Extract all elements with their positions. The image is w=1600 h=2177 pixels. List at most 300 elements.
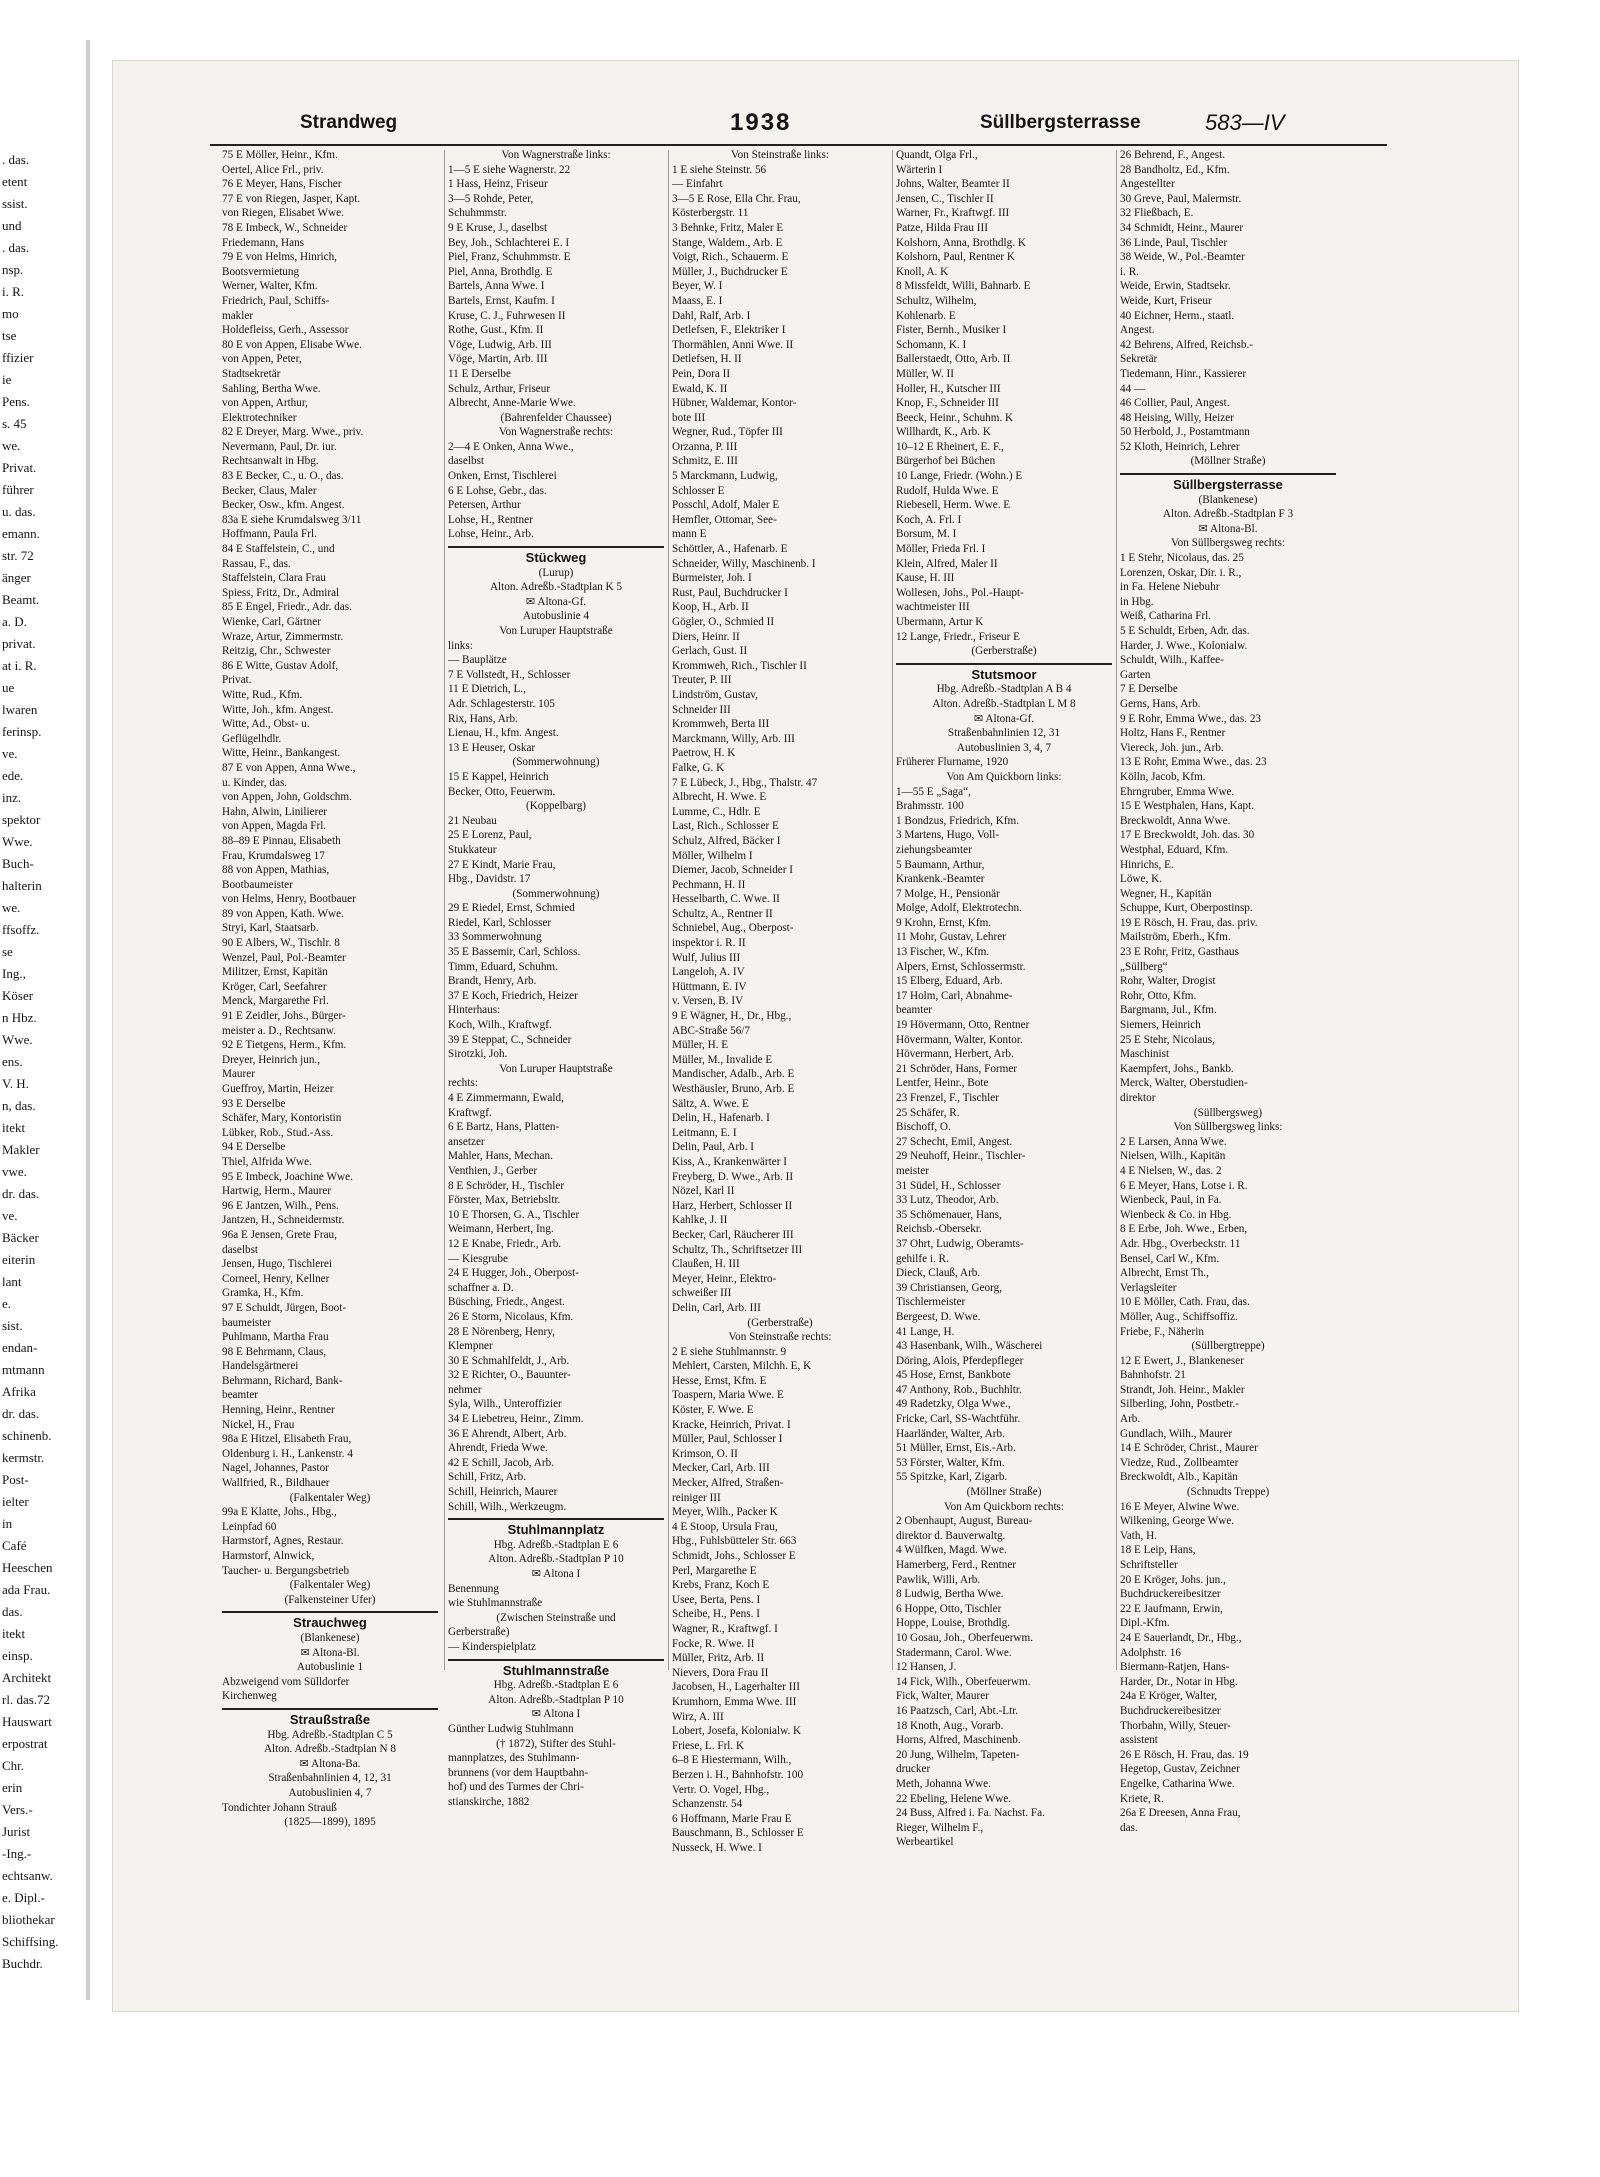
directory-entry: u. Kinder, das. — [222, 776, 288, 789]
directory-entry: Holler, H., Kutscher III — [896, 382, 1001, 395]
directory-entry: (Schnudts Treppe) — [1186, 1486, 1270, 1499]
left-fragment: Café — [2, 1538, 27, 1553]
left-fragment: lant — [2, 1274, 22, 1289]
directory-entry: Hinrichs, E. — [1120, 858, 1174, 871]
left-fragment: at i. R. — [2, 658, 37, 673]
directory-entry: ansetzer — [448, 1135, 485, 1148]
header-left-street: Strandweg — [300, 112, 398, 133]
left-fragment: Buch- — [2, 856, 34, 871]
left-fragment: Beamt. — [2, 592, 40, 607]
column-divider — [668, 150, 669, 1670]
directory-entry: (Süllbergsweg) — [1193, 1106, 1263, 1119]
left-fragment: eiterin — [2, 1252, 36, 1267]
directory-entry: 1 E Stehr, Nicolaus, das. 25 — [1120, 552, 1244, 565]
directory-entry: Leitmann, E. I — [672, 1126, 737, 1139]
directory-entry: Voigt, Rich., Schauerm. E — [672, 251, 789, 264]
left-fragment: ssist. — [2, 196, 28, 211]
directory-entry: Löwe, K. — [1120, 873, 1162, 886]
directory-entry: 26 E Storm, Nicolaus, Kfm. — [448, 1310, 574, 1323]
directory-entry: 42 Behrens, Alfred, Reichsb.- — [1120, 338, 1253, 351]
directory-entry: Beeck, Heinr., Schuhm. K — [896, 411, 1014, 424]
directory-entry: 5 Baumann, Arthur, — [896, 858, 985, 871]
directory-entry: Nagel, Johannes, Pastor — [222, 1462, 329, 1475]
street-heading: Stuhlmannplatz — [448, 1518, 664, 1538]
directory-entry: Kruse, C. J., Fuhrwesen II — [448, 309, 566, 322]
directory-entry: 14 E Schröder, Christ., Maurer — [1120, 1442, 1258, 1455]
directory-entry: in Hbg. — [1120, 595, 1154, 608]
directory-entry: 39 Christiansen, Georg, — [896, 1281, 1003, 1294]
directory-entry: 25 Schäfer, R. — [896, 1106, 960, 1119]
directory-entry: Schuldt, Wilh., Kaffee- — [1120, 654, 1224, 667]
directory-entry: Gerberstraße) — [448, 1626, 510, 1639]
directory-entry: 8 E Schröder, H., Tischler — [448, 1179, 565, 1192]
directory-entry: Hövermann, Herbert, Arb. — [896, 1048, 1014, 1061]
directory-entry: Wilkening, George Wwe. — [1120, 1515, 1235, 1528]
directory-entry: 7 E Lübeck, J., Hbg., Thalstr. 47 — [672, 776, 818, 789]
directory-entry: Burmeister, Joh. I — [672, 572, 752, 585]
directory-entry: (Falkensteiner Ufer) — [284, 1593, 376, 1606]
directory-entry: 16 E Meyer, Alwine Wwe. — [1120, 1500, 1240, 1513]
directory-entry: Mailström, Eberh., Kfm. — [1120, 931, 1231, 944]
directory-entry: ABC-Straße 56/7 — [672, 1024, 750, 1037]
directory-entry: von Helms, Henry, Bootbauer — [222, 893, 356, 906]
directory-entry: Stange, Waldem., Arb. E — [672, 236, 783, 249]
directory-entry: (Gerberstraße) — [971, 645, 1037, 658]
directory-entry: Diers, Heinr. II — [672, 630, 740, 643]
directory-entry: Von Wagnerstraße rechts: — [498, 426, 614, 439]
directory-entry: Von Am Quickborn rechts: — [943, 1500, 1065, 1513]
left-fragment: lwaren — [2, 702, 38, 717]
directory-entry: direktor — [1120, 1092, 1156, 1104]
directory-entry: Willhardt, K., Arb. K — [896, 426, 991, 439]
directory-entry: 10 E Möller, Cath. Frau, das. — [1120, 1296, 1250, 1309]
directory-entry: Molge, Adolf, Elektrotechn. — [896, 902, 1022, 915]
directory-entry: 37 Ohrt, Ludwig, Oberamts- — [896, 1237, 1024, 1250]
directory-entry: Militzer, Ernst, Kapitän — [222, 966, 328, 979]
directory-entry: Siemers, Heinrich — [1120, 1019, 1201, 1032]
directory-entry: daselbst — [222, 1243, 259, 1256]
street-heading: Süllbergsterrasse — [1120, 473, 1336, 493]
directory-entry: Hüttmann, E. IV — [672, 980, 747, 993]
directory-entry: Hübner, Waldemar, Kontor- — [672, 397, 797, 410]
directory-entry: Pawlik, Willi, Arb. — [896, 1573, 981, 1586]
directory-entry: Oldenburg i. H., Lankenstr. 4 — [222, 1447, 353, 1460]
directory-entry: Timm, Eduard, Schuhm. — [448, 960, 558, 973]
directory-entry: Jensen, Hugo, Tischlerei — [222, 1258, 333, 1271]
directory-entry: Langeloh, A. IV — [672, 966, 745, 979]
directory-entry: Detlefsen, F., Elektriker I — [672, 324, 786, 337]
directory-entry: Beyer, W. I — [672, 280, 723, 293]
directory-entry: Berzen i. H., Bahnhofstr. 100 — [672, 1768, 804, 1781]
directory-entry: Dahl, Ralf, Arb. I — [672, 309, 751, 322]
directory-entry: 97 E Schuldt, Jürgen, Boot- — [222, 1301, 347, 1314]
directory-entry: Borsum, M. I — [896, 528, 957, 541]
directory-entry: Vöge, Martin, Arb. III — [448, 353, 548, 366]
directory-entry: von Riegen, Elisabet Wwe. — [222, 207, 344, 220]
left-fragment: Buchdr. — [2, 1956, 43, 1971]
directory-entry: Rothe, Gust., Kfm. II — [448, 324, 544, 337]
directory-entry: Nevermann, Paul, Dr. iur. — [222, 440, 337, 453]
directory-entry: 52 Kloth, Heinrich, Lehrer — [1120, 440, 1240, 453]
directory-entry: baumeister — [222, 1316, 272, 1329]
directory-entry: Posschl, Adolf, Maler E — [672, 499, 780, 512]
left-fragment: Ing., — [2, 966, 26, 981]
directory-entry: Werbeartikel — [896, 1836, 954, 1849]
left-fragment: n, das. — [2, 1098, 36, 1113]
left-fragment: ve. — [2, 746, 18, 761]
directory-entry: Biermann-Ratjen, Hans- — [1120, 1661, 1230, 1674]
left-fragment: se — [2, 944, 13, 959]
directory-entry: Thiel, Alfrida Wwe. — [222, 1155, 312, 1168]
directory-entry: Bey, Joh., Schlachterei E. I — [448, 236, 570, 249]
directory-entry: Gerns, Hans, Arb. — [1120, 697, 1201, 710]
directory-entry: 35 E Bassemir, Carl, Schloss. — [448, 946, 581, 959]
directory-entry: Ehrngruber, Emma Wwe. — [1120, 785, 1235, 798]
directory-entry: 2 Obenhaupt, August, Bureau- — [896, 1515, 1033, 1528]
directory-entry: Witte, Heinr., Bankangest. — [222, 747, 341, 760]
directory-entry: Weide, Erwin, Stadtsekr. — [1120, 280, 1231, 293]
directory-entry: nehmer — [448, 1383, 482, 1396]
left-fragment: halterin — [2, 878, 42, 893]
directory-entry: Hoffmann, Paula Frl. — [222, 528, 317, 541]
directory-entry: — Einfahrt — [672, 178, 723, 191]
directory-entry: Meyer, Heinr., Elektro- — [672, 1272, 777, 1285]
directory-entry: Schmidt, Johs., Schlosser E — [672, 1550, 796, 1562]
left-fragment: ffsoffz. — [2, 922, 40, 937]
left-fragment: emann. — [2, 526, 40, 541]
directory-entry: 83 E Becker, C., u. O., das. — [222, 470, 344, 483]
directory-entry: 6 E Lohse, Gebr., das. — [448, 484, 547, 497]
directory-entry: Witte, Rud., Kfm. — [222, 688, 303, 701]
directory-entry: Köster, F. Wwe. E — [672, 1404, 754, 1417]
directory-entry: daselbst — [448, 455, 485, 468]
directory-entry: 22 E Jaufmann, Erwin, — [1120, 1602, 1223, 1615]
directory-entry: Kraftwgf. — [448, 1106, 492, 1119]
directory-entry: Kolshorn, Paul, Rentner K — [896, 251, 1016, 264]
directory-entry: Kahlke, J. II — [672, 1214, 728, 1227]
left-fragment: tse — [2, 328, 17, 343]
column-4 — [896, 148, 1112, 1850]
directory-entry: 91 E Zeidler, Johs., Bürger- — [222, 1010, 346, 1023]
directory-entry: Kause, H. III — [896, 572, 955, 585]
directory-entry: Claußen, H. III — [672, 1258, 740, 1271]
directory-entry: Hemfler, Ottomar, See- — [672, 513, 777, 526]
directory-entry: Breckwoldt, Alb., Kapitän — [1120, 1471, 1238, 1484]
directory-entry: Schultz, A., Rentner II — [672, 907, 773, 920]
directory-entry: meister — [896, 1164, 929, 1177]
directory-entry: 4 Wülfken, Magd. Wwe. — [896, 1544, 1007, 1557]
directory-entry: Mecker, Carl, Arb. III — [672, 1462, 770, 1475]
directory-entry: Müller, H. E — [672, 1039, 729, 1052]
left-fragment: ede. — [2, 768, 24, 783]
directory-entry: Vath, H. — [1120, 1529, 1157, 1542]
directory-entry: 5 E Schuldt, Erben, Adr. das. — [1120, 625, 1250, 637]
left-fragment: Afrika — [2, 1384, 36, 1399]
directory-entry: 49 Radetzky, Olga Wwe., — [896, 1398, 1011, 1411]
directory-entry: Büsching, Friedr., Angest. — [448, 1296, 565, 1309]
directory-entry: 1 Bondzus, Friedrich, Kfm. — [896, 814, 1020, 827]
directory-entry: stianskirche, 1882 — [448, 1795, 530, 1808]
directory-entry: Bargmann, Jul., Kfm. — [1120, 1004, 1217, 1017]
directory-entry: Hesse, Ernst, Kfm. E — [672, 1374, 767, 1387]
directory-entry: Mehlert, Carsten, Milchh. E, K — [672, 1360, 812, 1373]
directory-entry: Schulz, Alfred, Bäcker I — [672, 834, 781, 847]
directory-entry: 50 Herbold, J., Postamtmann — [1120, 426, 1250, 439]
directory-entry: (Blankenese) — [300, 1631, 360, 1644]
directory-entry: Harz, Herbert, Schlosser II — [672, 1199, 793, 1212]
directory-entry: Lorenzen, Oskar, Dir. i. R., — [1120, 566, 1242, 579]
directory-entry: Becker, Osw., kfm. Angest. — [222, 499, 345, 512]
left-fragment: e. — [2, 1296, 12, 1311]
directory-entry: Adolphstr. 16 — [1120, 1646, 1181, 1659]
directory-entry: Möller, Wilhelm I — [672, 849, 753, 862]
directory-entry: 19 Hövermann, Otto, Rentner — [896, 1019, 1030, 1032]
header-page-number: 583—IV — [1205, 110, 1285, 135]
directory-entry: Marckmann, Willy, Arb. III — [672, 732, 795, 745]
directory-entry: Nözel, Karl II — [672, 1185, 735, 1198]
directory-entry: 10 Lange, Friedr. (Wohn.) E — [896, 470, 1023, 483]
directory-entry: 29 E Riedel, Ernst, Schmied — [448, 902, 575, 915]
directory-entry: Stryi, Karl, Staatsarb. — [222, 922, 319, 935]
directory-entry: Fricke, Carl, SS-Wachtführ. — [896, 1413, 1021, 1426]
directory-entry: Schlosser E — [672, 484, 725, 497]
left-fragment: Hauswart — [2, 1714, 52, 1729]
directory-entry: Mecker, Alfred, Straßen- — [672, 1477, 784, 1490]
directory-entry: Johns, Walter, Beamter II — [896, 178, 1010, 191]
left-fragment: Makler — [2, 1142, 40, 1157]
left-fragment: Chr. — [2, 1758, 25, 1773]
directory-entry: 98a E Hitzel, Elisabeth Frau, — [222, 1433, 352, 1446]
directory-entry: (Möllner Straße) — [966, 1486, 1042, 1499]
directory-entry: ziehungsbeamter — [896, 843, 972, 856]
directory-entry: rechts: — [448, 1077, 478, 1090]
directory-entry: Straßenbahnlinien 4, 12, 31 — [268, 1772, 392, 1785]
directory-entry: — Kinderspielplatz — [448, 1640, 536, 1653]
directory-entry: Schneider III — [672, 703, 731, 716]
left-fragment: Vers.- — [2, 1802, 33, 1817]
directory-entry: 12 Lange, Friedr., Friseur E — [896, 630, 1020, 643]
directory-entry: Rieger, Wilhelm F., — [896, 1821, 984, 1834]
directory-entry: gehilfe i. R. — [896, 1252, 949, 1265]
directory-entry: Stadermann, Carol. Wwe. — [896, 1646, 1012, 1659]
directory-entry: 23 E Rohr, Fritz, Gasthaus — [1120, 946, 1239, 959]
directory-entry: Thormählen, Anni Wwe. II — [672, 338, 794, 351]
directory-entry: Garten — [1120, 668, 1151, 681]
directory-entry: 4 E Zimmermann, Ewald, — [448, 1092, 564, 1104]
left-fragment: s. 45 — [2, 416, 27, 431]
directory-entry: Merck, Walter, Oberstudien- — [1120, 1077, 1248, 1090]
directory-entry: Schanzenstr. 54 — [672, 1798, 743, 1811]
left-fragment: ferinsp. — [2, 724, 42, 739]
directory-entry: Wagner, R., Kraftwgf. I — [672, 1622, 778, 1635]
directory-entry: Wirz, A. III — [672, 1710, 724, 1723]
directory-entry: Henning, Heinr., Rentner — [222, 1404, 335, 1417]
directory-entry: 12 E Knabe, Friedr., Arb. — [448, 1237, 562, 1250]
directory-entry: Bischoff, O. — [896, 1121, 951, 1134]
directory-entry: Knop, F., Schneider III — [896, 397, 999, 410]
left-fragment: das. — [2, 1604, 23, 1619]
directory-entry: 11 Mohr, Gustav, Lehrer — [896, 931, 1006, 944]
directory-entry: Hahn, Alwin, Linilierer — [222, 805, 328, 818]
directory-entry: Bartels, Ernst, Kaufm. I — [448, 294, 555, 307]
directory-entry: Adr. Schlagesterstr. 105 — [448, 697, 555, 710]
directory-entry: Förster, Max, Betriebsltr. — [448, 1194, 561, 1207]
directory-entry: 24 E Hugger, Joh., Oberpost- — [448, 1267, 579, 1280]
directory-entry: Schöttler, A., Hafenarb. E — [672, 543, 788, 556]
directory-entry: 15 E Kappel, Heinrich — [448, 770, 549, 783]
left-fragment: vwe. — [2, 1164, 27, 1179]
directory-entry: Fister, Bernh., Musiker I — [896, 324, 1007, 337]
directory-entry: Hinterhaus: — [448, 1004, 501, 1017]
directory-entry: Schuppe, Kurt, Oberpostinsp. — [1120, 902, 1253, 915]
left-fragment: erin — [2, 1780, 23, 1795]
directory-entry: wie Stuhlmannstraße — [448, 1597, 543, 1610]
directory-entry: Privat. — [222, 674, 252, 687]
directory-entry: Krommweh, Berta III — [672, 718, 770, 731]
directory-entry: Kohlenarb. E — [896, 309, 956, 322]
directory-entry: in Fa. Helene Niebuhr — [1120, 581, 1220, 594]
directory-entry: Wallfried, R., Bildhauer — [222, 1477, 330, 1490]
directory-entry: 88 von Appen, Mathias, — [222, 864, 330, 877]
directory-entry: Schmitz, E. III — [672, 455, 738, 468]
directory-entry: Wienbeck, Paul, in Fa. — [1120, 1194, 1222, 1207]
directory-entry: inspektor i. R. II — [672, 937, 746, 950]
directory-entry: Kölln, Jacob, Kfm. — [1120, 770, 1206, 783]
directory-entry: 6 E Meyer, Hans, Lotse i. R. — [1120, 1179, 1248, 1192]
directory-entry: (Falkentaler Weg) — [289, 1579, 371, 1592]
directory-entry: mann E — [672, 528, 707, 541]
left-fragment: e. Dipl.- — [2, 1890, 45, 1905]
directory-entry: Detlefsen, H. II — [672, 353, 742, 366]
directory-entry: Rust, Paul, Buchdrucker I — [672, 586, 788, 599]
directory-entry: 28 Bandholtz, Ed., Kfm. — [1120, 163, 1230, 176]
directory-entry: Krumhorn, Emma Wwe. III — [672, 1695, 797, 1708]
directory-entry: ✉ Altona I — [531, 1708, 581, 1721]
directory-entry: Krebs, Franz, Koch E — [672, 1579, 770, 1592]
directory-entry: Buchdruckereibesitzer — [1120, 1704, 1221, 1717]
directory-entry: 90 E Albers, W., Tischlr. 8 — [222, 937, 340, 950]
page-edge — [86, 40, 90, 2000]
directory-entry: von Appen, John, Goldschm. — [222, 791, 352, 804]
directory-entry: Von Steinstraße rechts: — [728, 1331, 832, 1344]
directory-entry: 51 Müller, Ernst, Eis.-Arb. — [896, 1442, 1016, 1455]
directory-entry: 16 Paatzsch, Carl, Abt.-Ltr. — [896, 1704, 1019, 1717]
directory-entry: drucker — [896, 1763, 931, 1776]
directory-entry: Harder, J. Wwe., Kolonialw. — [1120, 639, 1248, 652]
directory-entry: Friedemann, Hans — [222, 236, 305, 249]
directory-entry: Ahrendt, Frieda Wwe. — [448, 1442, 548, 1455]
directory-entry: Dieck, Clauß, Arb. — [896, 1267, 981, 1280]
directory-entry: ✉ Altona-Bl. — [1198, 522, 1258, 535]
directory-entry: 15 Elberg, Eduard, Arb. — [896, 975, 1003, 988]
directory-entry: Von Steinstraße links: — [731, 149, 829, 161]
directory-entry: Wegner, Rud., Töpfer III — [672, 426, 783, 439]
directory-entry: Delin, Carl, Arb. III — [672, 1301, 761, 1314]
directory-entry: Tischlermeister — [896, 1296, 966, 1309]
directory-entry: Kösterbergstr. 11 — [672, 207, 749, 220]
directory-entry: Kaempfert, Johs., Bankb. — [1120, 1062, 1234, 1075]
directory-entry: Schill, Heinrich, Maurer — [448, 1486, 558, 1499]
directory-entry: Möller, Aug., Schiffsoffiz. — [1120, 1310, 1238, 1323]
directory-entry: Alpers, Ernst, Schlossermstr. — [896, 960, 1026, 973]
directory-entry: Friese, L. Frl. K — [672, 1739, 745, 1752]
directory-entry: von Appen, Peter, — [222, 353, 302, 366]
directory-entry: bote III — [672, 411, 706, 424]
directory-entry: (Sommerwohnung) — [512, 887, 600, 900]
directory-entry: 6 Hoppe, Otto, Tischler — [896, 1602, 1002, 1615]
directory-entry: Wraze, Artur, Zimmermstr. — [222, 630, 344, 643]
left-fragment: Jurist — [2, 1824, 31, 1839]
directory-entry: Hoppe, Louise, Brothdlg. — [896, 1617, 1011, 1630]
directory-entry: Schill, Wilh., Werkzeugm. — [448, 1500, 567, 1513]
directory-entry: Lienau, H., kfm. Angest. — [448, 727, 559, 740]
directory-entry: 84 E Staffelstein, C., und — [222, 543, 335, 556]
directory-entry: Rohr, Otto, Kfm. — [1120, 989, 1197, 1002]
directory-entry: Wienke, Carl, Gärtner — [222, 616, 321, 628]
directory-entry: 20 Jung, Wilhelm, Tapeten- — [896, 1748, 1020, 1761]
directory-entry: (1825—1899), 1895 — [284, 1816, 376, 1829]
directory-entry: Jensen, C., Tischler II — [896, 192, 994, 205]
directory-entry: 6 E Bartz, Hans, Platten- — [448, 1121, 560, 1134]
directory-entry: 21 Neubau — [448, 814, 497, 827]
left-fragment: Wwe. — [2, 1032, 33, 1047]
directory-entry: Harder, Dr., Notar in Hbg. — [1120, 1675, 1238, 1688]
directory-entry: 79 E von Helms, Hinrich, — [222, 251, 337, 264]
directory-entry: Bootsvermietung — [222, 265, 300, 278]
directory-entry: 14 Fick, Wilh., Oberfeuerwm. — [896, 1675, 1031, 1688]
left-fragment: i. R. — [2, 284, 25, 299]
directory-entry: Kröger, Carl, Seefahrer — [222, 980, 327, 993]
directory-entry: 33 Lutz, Theodor, Arb. — [896, 1194, 999, 1207]
directory-entry: Warner, Fr., Kraftwgf. III — [896, 207, 1010, 220]
directory-entry: 75 E Möller, Heinr., Kfm. — [222, 149, 338, 161]
directory-entry: 6–8 E Hiestermann, Wilh., — [672, 1754, 792, 1767]
directory-entry: Ewald, K. II — [672, 382, 728, 395]
directory-entry: Harmstorf, Alnwick, — [222, 1550, 315, 1562]
directory-entry: Silberling, John, Postbetr.- — [1120, 1398, 1240, 1411]
directory-entry: 1 Hass, Heinz, Friseur — [448, 178, 548, 191]
directory-entry: Gundlach, Wilh., Maurer — [1120, 1427, 1233, 1440]
directory-entry: 2 E siehe Stuhlmannstr. 9 — [672, 1345, 787, 1358]
directory-entry: Freyberg, D. Wwe., Arb. II — [672, 1170, 794, 1183]
directory-entry: 89 von Appen, Kath. Wwe. — [222, 907, 344, 920]
directory-entry: Witte, Joh., kfm. Angest. — [222, 703, 334, 716]
directory-entry: Gueffroy, Martin, Heizer — [222, 1083, 334, 1095]
directory-entry: Alton. Adreßb.-Stadtplan L M 8 — [932, 697, 1076, 710]
directory-entry: Jacobsen, H., Lagerhalter III — [672, 1681, 800, 1694]
directory-entry: Lindström, Gustav, — [672, 688, 758, 701]
directory-entry: 43 Hasenbank, Wilh., Wäscherei — [896, 1340, 1043, 1353]
directory-entry: 4 E Stoop, Ursula Frau, — [672, 1520, 778, 1533]
left-fragment: Köser — [2, 988, 34, 1003]
directory-entry: Stukkateur — [448, 843, 497, 856]
directory-entry: Bensel, Carl W., Kfm. — [1120, 1252, 1220, 1265]
directory-entry: 17 E Breckwoldt, Joh. das. 30 — [1120, 829, 1255, 842]
directory-entry: beamter — [222, 1389, 259, 1402]
directory-entry: Wulf, Julius III — [672, 951, 741, 964]
directory-entry: 10–12 E Rheinert, E. F., — [896, 440, 1004, 453]
directory-entry: 9 E Wägner, H., Dr., Hbg., — [672, 1010, 792, 1023]
directory-entry: Spiess, Fritz, Dr., Admiral — [222, 586, 340, 599]
directory-entry: — Bauplätze — [448, 654, 507, 667]
directory-entry: Krommweh, Rich., Tischler II — [672, 659, 807, 672]
directory-entry: ✉ Altona I — [531, 1568, 581, 1580]
directory-entry: Geflügelhdlr. — [222, 732, 282, 745]
header-rule — [210, 144, 1387, 146]
directory-entry: 80 E von Appen, Elisabe Wwe. — [222, 338, 362, 351]
directory-entry: Lumme, C., Hdlr. E — [672, 805, 761, 818]
left-fragment: Schiffsing. — [2, 1934, 59, 1949]
